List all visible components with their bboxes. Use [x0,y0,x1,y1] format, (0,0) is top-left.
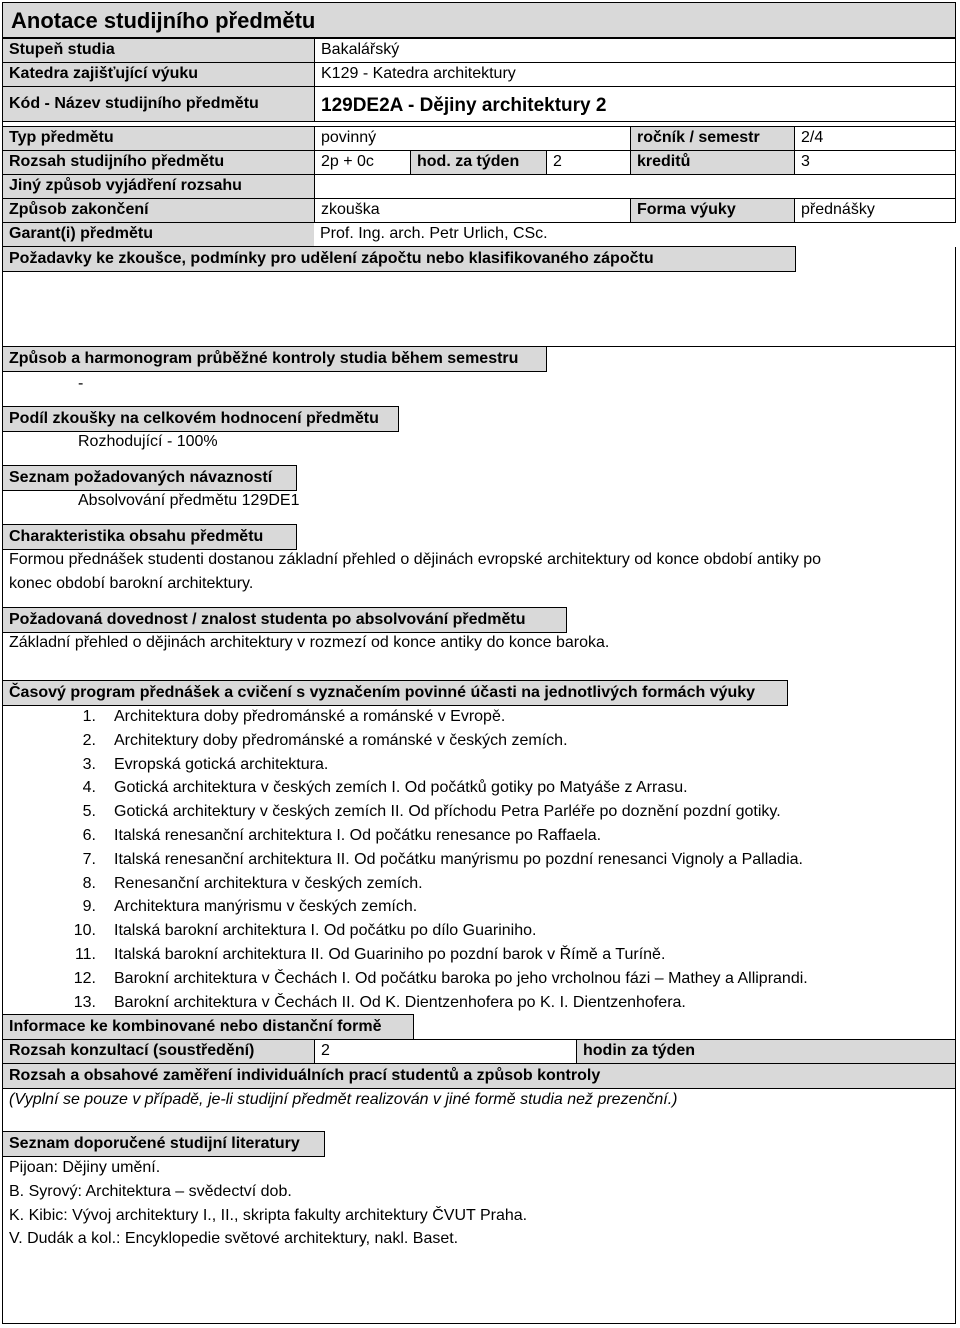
navaznosti-head: Seznam požadovaných návazností [2,465,297,491]
program-item-number: 8. [82,874,96,892]
program-item [0,872,956,896]
zakonceni-label: Způsob zakončení [2,198,315,223]
kreditu-label: kreditů [630,150,795,175]
individualni-head: Rozsah a obsahové zaměření individuálních prací studentů a způsob kontroly [2,1063,956,1089]
literatura-item: K. Kibic: Vývoj architektury I., II., skripta fakulty architektury ČVUT Praha. [9,1207,528,1224]
hod-label: hod. za týden [410,150,547,175]
garant-label: Garant(i) předmětu [2,222,315,247]
katedra-value: K129 - Katedra architektury [314,62,956,87]
stupen-label: Stupeň studia [2,38,315,63]
typ-value: povinný [314,126,631,151]
program-item-number: 9. [82,898,96,916]
program-item-number: 10. [73,922,96,940]
program-item-number: 2. [82,731,96,749]
program-item-text: Architektury doby předrománské a románské v českých zemích. [114,731,568,749]
program-item-text: Italská renesanční architektura II. Od počátku manýrismu po pozdní renesanci Vignoly a Palladia. [114,850,803,868]
forma-label: Forma výuky [630,198,795,223]
typ-label: Typ předmětu [2,126,315,151]
program-item [0,753,956,777]
program-item [0,776,956,800]
program-item-text: Architektura manýrismu v českých zemích. [114,898,418,916]
navaznosti-value: Absolvování předmětu 129DE1 [78,492,300,509]
program-item-text: Gotická architektura v českých zemích I. Od počátků gotiky po Matyáše z Arrasu. [114,779,688,797]
program-item-text: Barokní architektura v Čechách I. Od počátku baroka po jeho vrcholnou fázi – Mathey a Alliprandi. [114,969,808,987]
jiny-value [314,174,956,199]
info-kombinovana-head: Informace ke kombinované nebo distanční formě [2,1014,414,1040]
literatura-head: Seznam doporučené studijní literatury [2,1131,325,1157]
podil-head: Podíl zkoušky na celkovém hodnocení předmětu [2,406,399,432]
program-item-number: 4. [82,779,96,797]
literatura-item: B. Syrový: Architektura – svědectví dob. [9,1183,292,1200]
program-list [0,705,956,1017]
program-item-text: Evropská gotická architektura. [114,755,329,773]
program-item [0,729,956,753]
program-item-text: Italská barokní architektura II. Od Guariniho po pozdní barok v Římě a Turíně. [114,946,666,963]
konzultaci-label: Rozsah konzultací (soustředění) [2,1039,315,1064]
program-item [0,895,956,919]
program-item [0,943,956,967]
dovednost-head: Požadovaná dovednost / znalost studenta po absolvování předmětu [2,607,567,633]
program-item [0,848,956,872]
program-item-text: Italská barokní architektura I. Od počátku po dílo Guariniho. [114,922,537,940]
program-item [0,800,956,824]
program-item [0,991,956,1015]
harmonogram-value: - [78,375,84,392]
program-item-text: Architektura doby předrománské a románské v Evropě. [114,708,506,725]
program-item-number: 5. [82,803,96,821]
program-item-number: 3. [82,755,96,773]
rocnik-label: ročník / semestr [630,126,795,151]
charakteristika-head: Charakteristika obsahu předmětu [2,524,297,550]
charakteristika-line-1: Formou přednášek studenti dostanou základní přehled o dějinách evropské architektury od konce období antiky po [9,551,822,568]
stupen-value: Bakalářský [314,38,956,63]
program-item-number: 1. [82,708,96,725]
program-item [0,824,956,848]
hodin-label: hodin za týden [576,1039,956,1064]
page-title: Anotace studijního předmětu [2,2,956,38]
program-item [0,919,956,943]
konzultaci-value: 2 [314,1039,577,1064]
kod-value: 129DE2A - Dějiny architektury 2 [314,86,956,122]
program-item-number: 12. [73,969,96,987]
zakonceni-value: zkouška [314,198,631,223]
garant-value: Prof. Ing. arch. Petr Urlich, CSc. [314,222,956,247]
katedra-label: Katedra zajišťující výuku [2,62,315,87]
dovednost-value: Základní přehled o dějinách architektury v rozmezí od konce antiky do konce baroka. [9,634,610,651]
program-item [0,705,956,729]
program-item-text: Barokní architektura v Čechách II. Od K. Dientzenhofera po K. I. Dientzenhofera. [114,993,686,1011]
pozadavky-box [2,271,956,347]
literatura-item: Pijoan: Dějiny umění. [9,1159,161,1176]
pozadavky-head: Požadavky ke zkoušce, podmínky pro udělení zápočtu nebo klasifikovaného zápočtu [2,246,796,272]
kod-label: Kód - Název studijního předmětu [2,86,315,122]
rozsah-label: Rozsah studijního předmětu [2,150,315,175]
individualni-value: (Vyplní se pouze v případě, je-li studijní předmět realizován v jiné formě studia než prezenční.) [9,1091,678,1108]
program-item-number: 7. [82,850,96,868]
program-item-text: Renesanční architektura v českých zemích. [114,874,423,892]
program-item-number: 6. [82,827,96,844]
program-item-text: Gotická architektury v českých zemích II. Od příchodu Petra Parléře po doznění pozdní gotiky. [114,803,781,821]
harmonogram-head: Způsob a harmonogram průběžné kontroly studia během semestru [2,346,547,372]
program-item-number: 13. [73,993,96,1011]
kreditu-value: 3 [794,150,956,175]
program-head: Časový program přednášek a cvičení s vyznačením povinné účasti na jednotlivých formách výuky [2,680,788,706]
program-item-number: 11. [74,946,96,963]
program-item [0,967,956,991]
literatura-item: V. Dudák a kol.: Encyklopedie světové architektury, nakl. Baset. [9,1230,459,1247]
forma-value: přednášky [794,198,956,223]
program-item-text: Italská renesanční architektura I. Od počátku renesance po Raffaela. [114,827,602,844]
charakteristika-line-2: konec období barokní architektury. [9,575,254,592]
hod-value: 2 [546,150,631,175]
podil-value: Rozhodující - 100% [78,433,218,450]
rozsah-value: 2p + 0c [314,150,411,175]
jiny-label: Jiný způsob vyjádření rozsahu [2,174,315,199]
rocnik-value: 2/4 [794,126,956,151]
